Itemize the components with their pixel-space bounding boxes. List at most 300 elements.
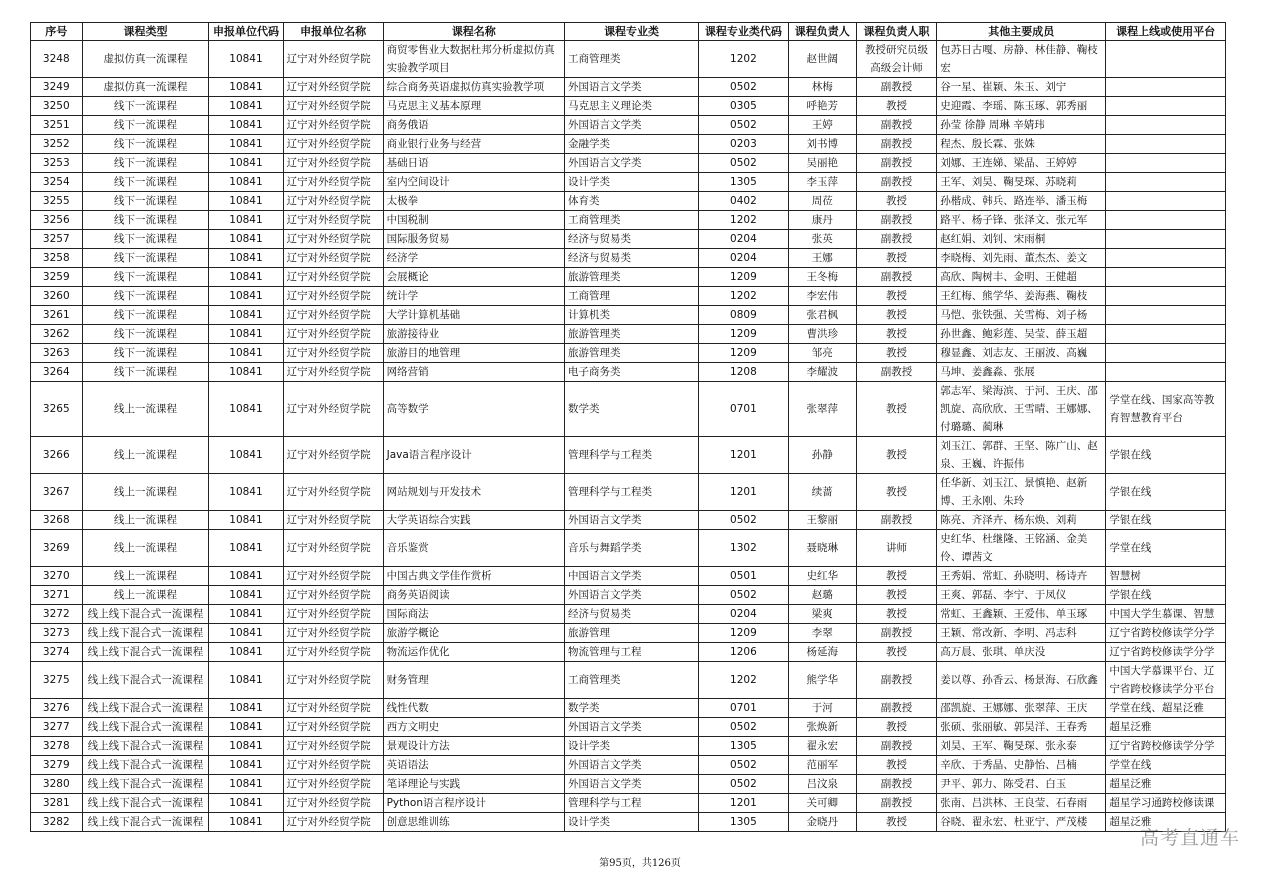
course-name-cell: 国际服务贸易 [383, 230, 564, 249]
course-name-cell: Python语言程序设计 [383, 794, 564, 813]
course-name-cell: 高等数学 [383, 382, 564, 437]
type-cell: 线上线下混合式一流课程 [82, 662, 209, 699]
members-cell: 郭志军、梁海滨、于河、王庆、邵凯旋、高欣欣、王雪晴、王娜娜、付璐璐、蔺琳 [937, 382, 1106, 437]
unit-name-cell: 辽宁对外经贸学院 [283, 268, 383, 287]
platform-cell [1106, 154, 1226, 173]
seq-cell: 3259 [31, 268, 83, 287]
major-code-cell: 1201 [699, 794, 789, 813]
unit-name-cell: 辽宁对外经贸学院 [283, 154, 383, 173]
table-row [31, 474, 1226, 511]
seq-cell: 3279 [31, 756, 83, 775]
type-cell: 线下一流课程 [82, 230, 209, 249]
unit-code-cell: 10841 [209, 363, 283, 382]
members-cell: 王红梅、熊学华、姜海燕、鞠枝 [937, 287, 1106, 306]
unit-code-cell: 10841 [209, 530, 283, 567]
seq-cell: 3248 [31, 41, 83, 78]
unit-code-cell: 10841 [209, 78, 283, 97]
unit-code-cell: 10841 [209, 41, 283, 78]
major-code-cell: 1305 [699, 813, 789, 832]
title-cell: 教授 [856, 325, 936, 344]
major-cell: 设计学类 [565, 813, 699, 832]
type-cell: 线上线下混合式一流课程 [82, 699, 209, 718]
header-cell: 申报单位代码 [209, 23, 283, 41]
type-cell: 线上线下混合式一流课程 [82, 813, 209, 832]
major-code-cell: 1202 [699, 662, 789, 699]
members-cell: 李晓梅、刘先雨、董杰杰、姜文 [937, 249, 1106, 268]
header-cell: 课程名称 [383, 23, 564, 41]
leader-cell: 梁爽 [788, 605, 856, 624]
title-cell: 教授 [856, 605, 936, 624]
seq-cell: 3270 [31, 567, 83, 586]
type-cell: 线下一流课程 [82, 173, 209, 192]
title-cell: 教授 [856, 813, 936, 832]
header-row [31, 23, 1226, 41]
title-cell: 教授 [856, 474, 936, 511]
unit-name-cell: 辽宁对外经贸学院 [283, 230, 383, 249]
type-cell: 线上线下混合式一流课程 [82, 624, 209, 643]
leader-cell: 王婷 [788, 116, 856, 135]
seq-cell: 3257 [31, 230, 83, 249]
table-row [31, 230, 1226, 249]
title-cell: 副教授 [856, 211, 936, 230]
leader-cell: 吕汶泉 [788, 775, 856, 794]
table-row [31, 344, 1226, 363]
leader-cell: 王娜 [788, 249, 856, 268]
unit-name-cell: 辽宁对外经贸学院 [283, 718, 383, 737]
members-cell: 张南、吕洪林、王良莹、石春雨 [937, 794, 1106, 813]
table-body [31, 41, 1226, 832]
platform-cell [1106, 230, 1226, 249]
major-cell: 经济与贸易类 [565, 605, 699, 624]
title-cell: 教授 [856, 756, 936, 775]
course-name-cell: 笔译理论与实践 [383, 775, 564, 794]
members-cell: 史迎霞、李瑶、陈玉琢、郭秀丽 [937, 97, 1106, 116]
course-name-cell: 旅游接待业 [383, 325, 564, 344]
type-cell: 线下一流课程 [82, 306, 209, 325]
course-name-cell: 英语语法 [383, 756, 564, 775]
table-row [31, 249, 1226, 268]
seq-cell: 3274 [31, 643, 83, 662]
unit-name-cell: 辽宁对外经贸学院 [283, 306, 383, 325]
unit-name-cell: 辽宁对外经贸学院 [283, 116, 383, 135]
members-cell: 程杰、殷长霖、张姝 [937, 135, 1106, 154]
table-row [31, 78, 1226, 97]
major-cell: 工商管理类 [565, 211, 699, 230]
platform-cell [1106, 249, 1226, 268]
platform-cell: 学堂在线 [1106, 530, 1226, 567]
leader-cell: 赵璐 [788, 586, 856, 605]
major-cell: 电子商务类 [565, 363, 699, 382]
major-code-cell: 0809 [699, 306, 789, 325]
course-name-cell: 大学英语综合实践 [383, 511, 564, 530]
title-cell: 教授 [856, 437, 936, 474]
table-row [31, 794, 1226, 813]
major-code-cell: 0501 [699, 567, 789, 586]
unit-code-cell: 10841 [209, 662, 283, 699]
major-code-cell: 1201 [699, 437, 789, 474]
members-cell: 马恺、张铁强、关雪梅、刘子杨 [937, 306, 1106, 325]
course-name-cell: 西方文明史 [383, 718, 564, 737]
platform-cell: 学银在线 [1106, 437, 1226, 474]
leader-cell: 范丽军 [788, 756, 856, 775]
course-name-cell: 景观设计方法 [383, 737, 564, 756]
major-cell: 管理科学与工程类 [565, 474, 699, 511]
leader-cell: 赵世阔 [788, 41, 856, 78]
type-cell: 线上线下混合式一流课程 [82, 756, 209, 775]
members-cell: 尹平、郭力、陈受君、白玉 [937, 775, 1106, 794]
header-cell: 申报单位名称 [283, 23, 383, 41]
major-cell: 音乐与舞蹈学类 [565, 530, 699, 567]
major-code-cell: 0502 [699, 116, 789, 135]
unit-name-cell: 辽宁对外经贸学院 [283, 737, 383, 756]
title-cell: 教授 [856, 586, 936, 605]
title-cell: 教授 [856, 306, 936, 325]
table-row [31, 154, 1226, 173]
major-code-cell: 0305 [699, 97, 789, 116]
seq-cell: 3265 [31, 382, 83, 437]
type-cell: 线上线下混合式一流课程 [82, 794, 209, 813]
unit-code-cell: 10841 [209, 605, 283, 624]
unit-name-cell: 辽宁对外经贸学院 [283, 813, 383, 832]
type-cell: 线上线下混合式一流课程 [82, 643, 209, 662]
unit-name-cell: 辽宁对外经贸学院 [283, 78, 383, 97]
title-cell: 副教授 [856, 173, 936, 192]
members-cell: 王颖、常改新、李明、冯志科 [937, 624, 1106, 643]
course-table-container [30, 22, 1226, 832]
members-cell: 谷一星、崔颖、朱玉、刘宁 [937, 78, 1106, 97]
leader-cell: 金晓丹 [788, 813, 856, 832]
unit-name-cell: 辽宁对外经贸学院 [283, 287, 383, 306]
unit-name-cell: 辽宁对外经贸学院 [283, 586, 383, 605]
platform-cell: 中国大学慕课平台、辽宁省跨校修读学分平台 [1106, 662, 1226, 699]
leader-cell: 聂晓琳 [788, 530, 856, 567]
header-cell: 课程负责人 [788, 23, 856, 41]
title-cell: 教授 [856, 249, 936, 268]
platform-cell [1106, 78, 1226, 97]
leader-cell: 王冬梅 [788, 268, 856, 287]
platform-cell [1106, 173, 1226, 192]
platform-cell: 学堂在线、超星泛雅 [1106, 699, 1226, 718]
platform-cell: 超星泛雅 [1106, 775, 1226, 794]
major-cell: 旅游管理 [565, 624, 699, 643]
major-code-cell: 1209 [699, 344, 789, 363]
major-code-cell: 1201 [699, 474, 789, 511]
major-cell: 外国语言文学类 [565, 756, 699, 775]
course-name-cell: 综合商务英语虚拟仿真实验教学项 [383, 78, 564, 97]
platform-cell: 学堂在线、国家高等教育智慧教育平台 [1106, 382, 1226, 437]
seq-cell: 3263 [31, 344, 83, 363]
members-cell: 谷晓、翟永宏、杜亚宁、严茂楼 [937, 813, 1106, 832]
major-cell: 数学类 [565, 699, 699, 718]
table-row [31, 287, 1226, 306]
major-code-cell: 1206 [699, 643, 789, 662]
members-cell: 张硕、张丽敏、郭昊洋、王春秀 [937, 718, 1106, 737]
unit-code-cell: 10841 [209, 511, 283, 530]
type-cell: 线上线下混合式一流课程 [82, 605, 209, 624]
unit-name-cell: 辽宁对外经贸学院 [283, 624, 383, 643]
platform-cell [1106, 97, 1226, 116]
unit-code-cell: 10841 [209, 813, 283, 832]
major-code-cell: 0701 [699, 699, 789, 718]
course-name-cell: 会展概论 [383, 268, 564, 287]
members-cell: 赵红娟、刘钊、宋雨桐 [937, 230, 1106, 249]
title-cell: 副教授 [856, 624, 936, 643]
leader-cell: 熊学华 [788, 662, 856, 699]
unit-name-cell: 辽宁对外经贸学院 [283, 643, 383, 662]
members-cell: 王军、刘昊、鞠旻琛、苏晓莉 [937, 173, 1106, 192]
seq-cell: 3251 [31, 116, 83, 135]
title-cell: 副教授 [856, 794, 936, 813]
header-cell: 课程专业类 [565, 23, 699, 41]
seq-cell: 3253 [31, 154, 83, 173]
platform-cell: 辽宁省跨校修读学分学 [1106, 624, 1226, 643]
members-cell: 常虹、王鑫颖、王爱伟、单玉琢 [937, 605, 1106, 624]
members-cell: 王秀娟、常虹、孙晓明、杨诗卉 [937, 567, 1106, 586]
unit-code-cell: 10841 [209, 116, 283, 135]
title-cell: 教授 [856, 643, 936, 662]
table-row [31, 662, 1226, 699]
unit-code-cell: 10841 [209, 718, 283, 737]
seq-cell: 3278 [31, 737, 83, 756]
platform-cell [1106, 306, 1226, 325]
major-cell: 外国语言文学类 [565, 511, 699, 530]
major-code-cell: 1305 [699, 737, 789, 756]
seq-cell: 3282 [31, 813, 83, 832]
table-row [31, 699, 1226, 718]
members-cell: 孙世鑫、鲍彩莲、吴莹、薛玉超 [937, 325, 1106, 344]
unit-name-cell: 辽宁对外经贸学院 [283, 699, 383, 718]
type-cell: 虚拟仿真一流课程 [82, 41, 209, 78]
course-name-cell: 财务管理 [383, 662, 564, 699]
platform-cell: 中国大学生慕课、智慧 [1106, 605, 1226, 624]
seq-cell: 3281 [31, 794, 83, 813]
unit-name-cell: 辽宁对外经贸学院 [283, 325, 383, 344]
unit-name-cell: 辽宁对外经贸学院 [283, 97, 383, 116]
unit-code-cell: 10841 [209, 643, 283, 662]
major-cell: 管理科学与工程 [565, 794, 699, 813]
type-cell: 线下一流课程 [82, 116, 209, 135]
type-cell: 线上线下混合式一流课程 [82, 737, 209, 756]
course-name-cell: 网络营销 [383, 363, 564, 382]
leader-cell: 李玉萍 [788, 173, 856, 192]
title-cell: 教授 [856, 344, 936, 363]
major-code-cell: 1209 [699, 624, 789, 643]
type-cell: 线下一流课程 [82, 135, 209, 154]
members-cell: 孙楷成、韩兵、路连举、潘玉梅 [937, 192, 1106, 211]
major-code-cell: 0203 [699, 135, 789, 154]
unit-name-cell: 辽宁对外经贸学院 [283, 211, 383, 230]
platform-cell [1106, 41, 1226, 78]
unit-name-cell: 辽宁对外经贸学院 [283, 662, 383, 699]
major-cell: 外国语言文学类 [565, 78, 699, 97]
unit-name-cell: 辽宁对外经贸学院 [283, 775, 383, 794]
title-cell: 副教授 [856, 662, 936, 699]
unit-code-cell: 10841 [209, 211, 283, 230]
platform-cell: 学银在线 [1106, 474, 1226, 511]
unit-name-cell: 辽宁对外经贸学院 [283, 363, 383, 382]
type-cell: 线上一流课程 [82, 530, 209, 567]
leader-cell: 李耀波 [788, 363, 856, 382]
major-cell: 设计学类 [565, 737, 699, 756]
course-name-cell: 中国古典文学佳作赏析 [383, 567, 564, 586]
platform-cell [1106, 211, 1226, 230]
platform-cell: 学银在线 [1106, 511, 1226, 530]
unit-code-cell: 10841 [209, 737, 283, 756]
major-cell: 工商管理类 [565, 662, 699, 699]
major-cell: 设计学类 [565, 173, 699, 192]
major-code-cell: 1305 [699, 173, 789, 192]
unit-code-cell: 10841 [209, 325, 283, 344]
table-row [31, 530, 1226, 567]
unit-name-cell: 辽宁对外经贸学院 [283, 192, 383, 211]
leader-cell: 张君枫 [788, 306, 856, 325]
major-code-cell: 1208 [699, 363, 789, 382]
major-code-cell: 1302 [699, 530, 789, 567]
course-name-cell: 基础日语 [383, 154, 564, 173]
major-code-cell: 0701 [699, 382, 789, 437]
major-cell: 旅游管理类 [565, 344, 699, 363]
course-name-cell: 音乐鉴赏 [383, 530, 564, 567]
major-cell: 旅游管理类 [565, 268, 699, 287]
members-cell: 包苏日古嘎、房静、林佳静、鞠枝宏 [937, 41, 1106, 78]
unit-name-cell: 辽宁对外经贸学院 [283, 41, 383, 78]
leader-cell: 李宏伟 [788, 287, 856, 306]
members-cell: 刘娜、王连娣、梁晶、王婷婷 [937, 154, 1106, 173]
members-cell: 辛欣、于秀晶、史静怡、吕楠 [937, 756, 1106, 775]
platform-cell: 辽宁省跨校修读学分学 [1106, 643, 1226, 662]
leader-cell: 杨延海 [788, 643, 856, 662]
header-cell: 课程上线或使用平台 [1106, 23, 1226, 41]
platform-cell [1106, 116, 1226, 135]
table-row [31, 97, 1226, 116]
title-cell: 教授 [856, 97, 936, 116]
major-cell: 外国语言文学类 [565, 586, 699, 605]
leader-cell: 呼艳芳 [788, 97, 856, 116]
platform-cell [1106, 268, 1226, 287]
type-cell: 线上一流课程 [82, 437, 209, 474]
members-cell: 陈亮、齐泽卉、杨东焕、刘莉 [937, 511, 1106, 530]
unit-code-cell: 10841 [209, 230, 283, 249]
seq-cell: 3272 [31, 605, 83, 624]
unit-code-cell: 10841 [209, 567, 283, 586]
unit-name-cell: 辽宁对外经贸学院 [283, 344, 383, 363]
major-cell: 管理科学与工程类 [565, 437, 699, 474]
major-code-cell: 1202 [699, 41, 789, 78]
members-cell: 任华新、刘玉江、景慎艳、赵新博、王永刚、朱玲 [937, 474, 1106, 511]
seq-cell: 3280 [31, 775, 83, 794]
course-name-cell: 网站规划与开发技术 [383, 474, 564, 511]
major-code-cell: 0502 [699, 718, 789, 737]
major-code-cell: 1209 [699, 325, 789, 344]
table-row [31, 437, 1226, 474]
unit-code-cell: 10841 [209, 775, 283, 794]
leader-cell: 李翠 [788, 624, 856, 643]
members-cell: 刘昊、王军、鞠旻琛、张永泰 [937, 737, 1106, 756]
course-name-cell: Java语言程序设计 [383, 437, 564, 474]
major-code-cell: 0502 [699, 586, 789, 605]
table-row [31, 192, 1226, 211]
title-cell: 教授 [856, 287, 936, 306]
course-name-cell: 物流运作优化 [383, 643, 564, 662]
major-code-cell: 0204 [699, 249, 789, 268]
leader-cell: 续蔷 [788, 474, 856, 511]
unit-name-cell: 辽宁对外经贸学院 [283, 135, 383, 154]
unit-code-cell: 10841 [209, 154, 283, 173]
course-name-cell: 太极拳 [383, 192, 564, 211]
table-row [31, 813, 1226, 832]
type-cell: 线下一流课程 [82, 363, 209, 382]
platform-cell [1106, 325, 1226, 344]
platform-cell [1106, 363, 1226, 382]
members-cell: 王爽、郭磊、李宁、于凤仪 [937, 586, 1106, 605]
unit-code-cell: 10841 [209, 344, 283, 363]
title-cell: 教授 [856, 192, 936, 211]
leader-cell: 翟永宏 [788, 737, 856, 756]
unit-code-cell: 10841 [209, 173, 283, 192]
title-cell: 教授 [856, 718, 936, 737]
type-cell: 线上一流课程 [82, 382, 209, 437]
leader-cell: 康丹 [788, 211, 856, 230]
unit-code-cell: 10841 [209, 97, 283, 116]
leader-cell: 吴丽艳 [788, 154, 856, 173]
title-cell: 副教授 [856, 116, 936, 135]
header-cell: 课程专业类代码 [699, 23, 789, 41]
header-cell: 序号 [31, 23, 83, 41]
platform-cell: 学堂在线 [1106, 756, 1226, 775]
unit-code-cell: 10841 [209, 794, 283, 813]
course-name-cell: 旅游学概论 [383, 624, 564, 643]
unit-code-cell: 10841 [209, 287, 283, 306]
major-cell: 外国语言文学类 [565, 718, 699, 737]
major-code-cell: 0502 [699, 154, 789, 173]
seq-cell: 3258 [31, 249, 83, 268]
leader-cell: 张英 [788, 230, 856, 249]
platform-cell: 学银在线 [1106, 586, 1226, 605]
seq-cell: 3252 [31, 135, 83, 154]
leader-cell: 孙静 [788, 437, 856, 474]
major-code-cell: 0502 [699, 511, 789, 530]
members-cell: 高万晨、张琪、单庆没 [937, 643, 1106, 662]
title-cell: 讲师 [856, 530, 936, 567]
unit-code-cell: 10841 [209, 437, 283, 474]
unit-name-cell: 辽宁对外经贸学院 [283, 382, 383, 437]
major-cell: 数学类 [565, 382, 699, 437]
course-name-cell: 中国税制 [383, 211, 564, 230]
members-cell: 马坤、姜鑫淼、张展 [937, 363, 1106, 382]
members-cell: 史红华、杜继隆、王铭涵、金美伶、谭茜文 [937, 530, 1106, 567]
platform-cell [1106, 135, 1226, 154]
leader-cell: 曹洪珍 [788, 325, 856, 344]
title-cell: 副教授 [856, 363, 936, 382]
header-cell: 其他主要成员 [937, 23, 1106, 41]
seq-cell: 3273 [31, 624, 83, 643]
unit-code-cell: 10841 [209, 756, 283, 775]
course-name-cell: 商务俄语 [383, 116, 564, 135]
leader-cell: 史红华 [788, 567, 856, 586]
table-row [31, 605, 1226, 624]
course-name-cell: 国际商法 [383, 605, 564, 624]
title-cell: 副教授 [856, 268, 936, 287]
table-row [31, 643, 1226, 662]
major-cell: 经济与贸易类 [565, 230, 699, 249]
platform-cell: 超星学习通跨校修读课 [1106, 794, 1226, 813]
unit-code-cell: 10841 [209, 699, 283, 718]
leader-cell: 于河 [788, 699, 856, 718]
major-cell: 中国语言文学类 [565, 567, 699, 586]
platform-cell: 超星泛雅 [1106, 718, 1226, 737]
seq-cell: 3269 [31, 530, 83, 567]
unit-name-cell: 辽宁对外经贸学院 [283, 173, 383, 192]
